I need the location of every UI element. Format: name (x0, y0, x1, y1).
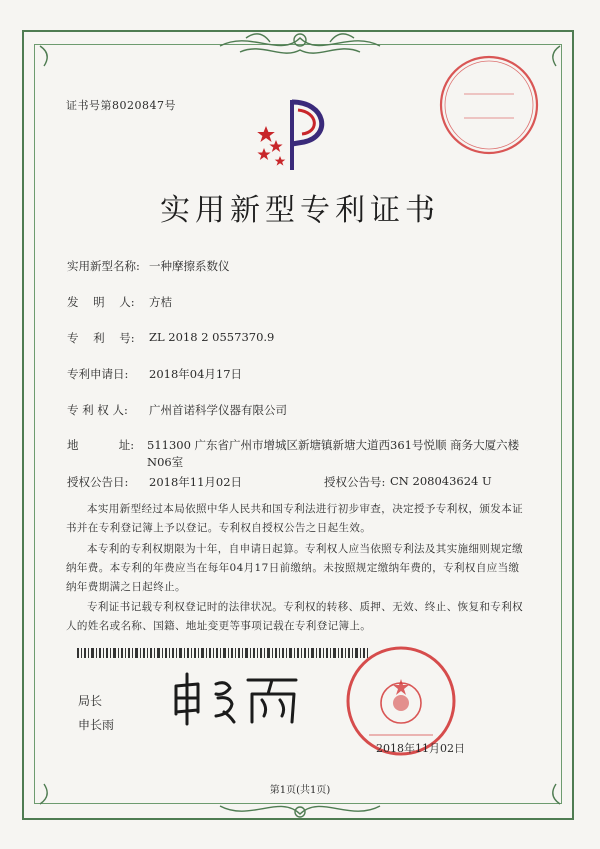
field-utility-model-name (67, 258, 230, 274)
paragraph-legal-status: 专利证书记载专利权登记时的法律状况。专利权的转移、质押、无效、终止、恢复和专利权人的姓名或名称、国籍、地址变更等事项记载在专利登记簿上。 (66, 601, 523, 632)
field-value: 方桔 (149, 295, 172, 309)
field-value: 2018年04月17日 (149, 367, 243, 381)
field-value: 2018年11月02日 (149, 475, 243, 489)
stamp-date: 2018年11月02日 (376, 742, 465, 755)
field-value: 广州首诺科学仪器有限公司 (149, 403, 287, 417)
paragraph-term: 本专利的专利权期限为十年，自申请日起算。专利权人应当依照专利法及其实施细则规定缴纳年费。本专利的年费应当在每年04月17日前缴纳。未按照规定缴纳年费的，专利权自应当缴纳年费期满之日起终止。 (66, 543, 523, 593)
field-address (67, 437, 134, 453)
field-label: 专利申请日: (67, 367, 129, 381)
field-label: 授权公告号: (324, 475, 386, 489)
tax-seal-icon (436, 52, 542, 158)
field-inventor (67, 294, 172, 310)
certificate-title: 实用新型专利证书 (160, 193, 440, 228)
director-signature-icon (168, 668, 308, 728)
field-label: 发 明 人: (67, 295, 135, 309)
field-application-date (67, 366, 243, 382)
field-patent-number (67, 330, 275, 346)
director-title: 局长 (78, 694, 103, 708)
field-label: 专 利 号: (67, 331, 135, 345)
field-grant-date (67, 474, 243, 490)
field-value: ZL 2018 2 0557370.9 (149, 330, 275, 344)
paragraph-grant: 本实用新型经过本局依照中华人民共和国专利法进行初步审查，决定授予专利权，颁发本证书并在专利登记簿上予以登记。专利权自授权公告之日起生效。 (66, 503, 523, 534)
sipo-logo-icon (252, 96, 336, 174)
address-value: 511300 广东省广州市增城区新塘镇新塘大道西361号悦顺 商务大厦六楼N06室 (147, 438, 520, 469)
field-label: 授权公告日: (67, 475, 129, 489)
field-label: 专 利 权 人: (67, 403, 128, 417)
field-announcement-number (324, 474, 492, 490)
page-number: 第1页(共1页) (269, 785, 331, 796)
field-patentee (67, 402, 287, 418)
field-value: 一种摩擦系数仪 (149, 259, 230, 273)
director-name: 申长雨 (78, 718, 115, 732)
certificate-number: 证书号第8020847号 (66, 99, 176, 112)
field-label: 地 址: (67, 438, 135, 452)
barcode-strip (77, 648, 369, 658)
field-label: 实用新型名称: (67, 259, 140, 273)
field-value: CN 208043624 U (390, 474, 492, 488)
